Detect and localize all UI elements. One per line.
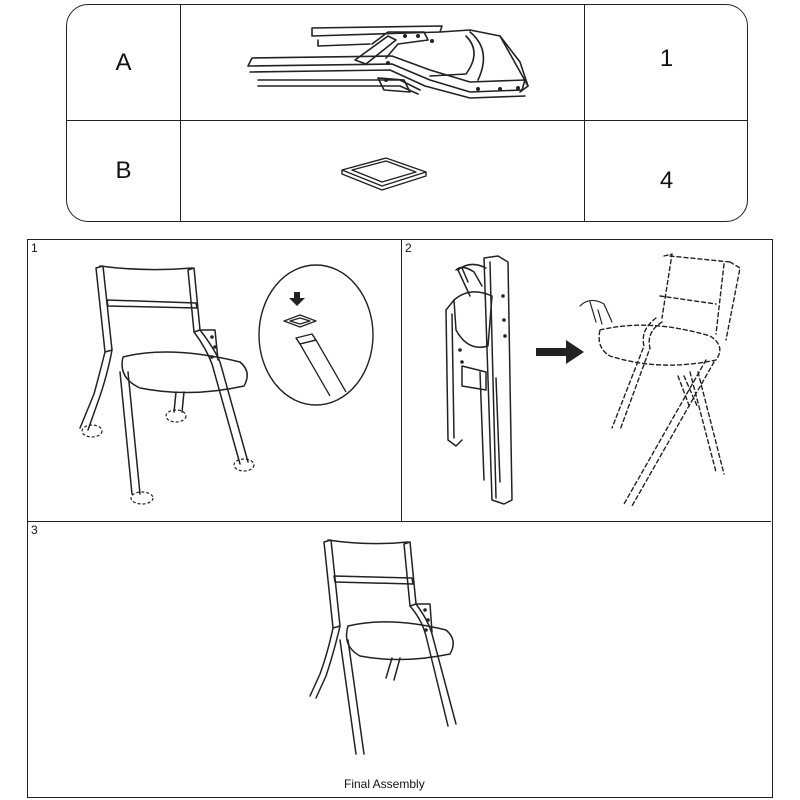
- part-a-quantity: 1: [659, 44, 674, 72]
- part-b-quantity: 4: [659, 166, 674, 194]
- step-1-number: 1: [31, 241, 38, 255]
- final-assembly-caption: Final Assembly: [344, 777, 425, 791]
- part-a-letter: A: [115, 48, 132, 76]
- step-2-number: 2: [405, 241, 412, 255]
- part-b-letter: B: [115, 156, 132, 184]
- step-3-number: 3: [31, 523, 38, 537]
